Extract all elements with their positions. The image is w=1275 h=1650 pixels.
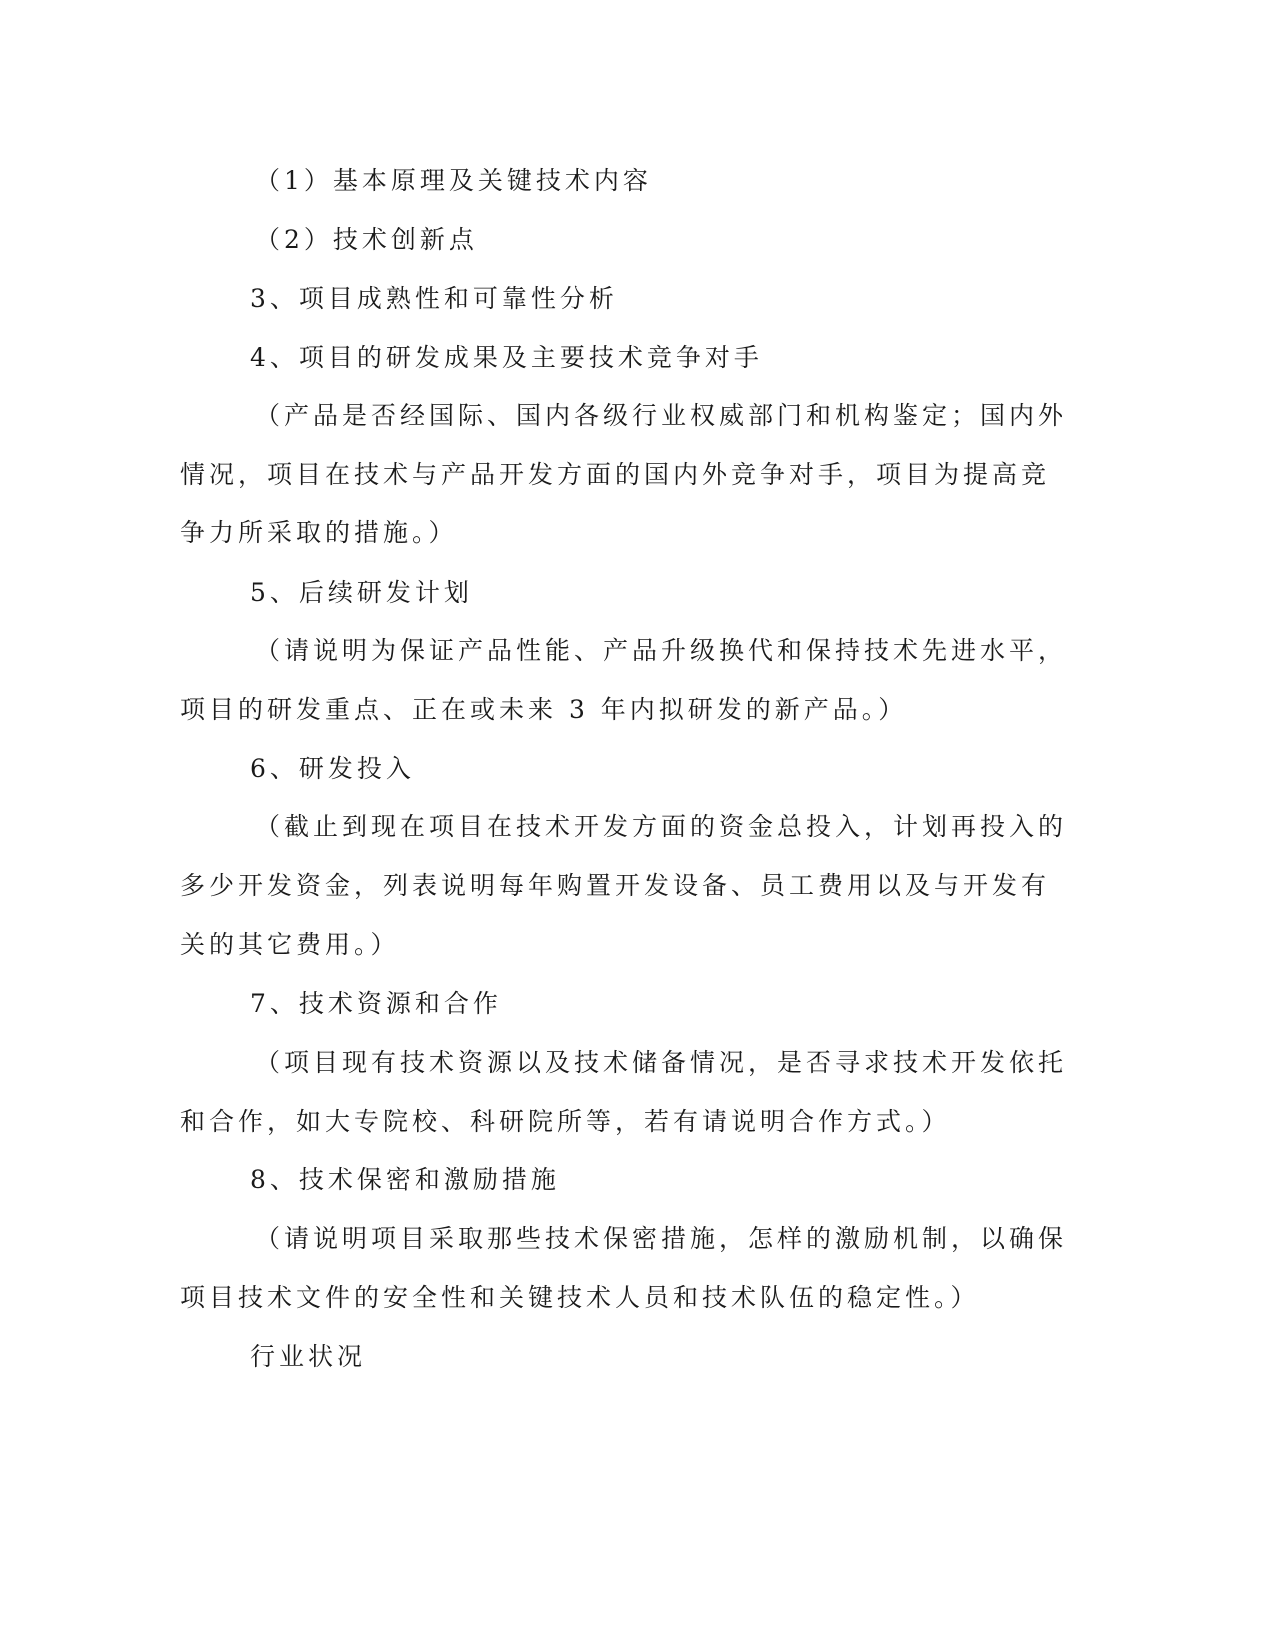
paragraph-line: 情况，项目在技术与产品开发方面的国内外竞争对手，项目为提高竞 bbox=[180, 460, 1051, 489]
paragraph-line: 项目技术文件的安全性和关键技术人员和技术队伍的稳定性。） bbox=[180, 1283, 980, 1312]
paragraph-line: 和合作，如大专院校、科研院所等，若有请说明合作方式。） bbox=[180, 1107, 951, 1136]
heading-industry-status: 行业状况 bbox=[250, 1342, 367, 1371]
paragraph-line: （请说明项目采取那些技术保密措施，怎样的激励机制，以确保 bbox=[255, 1224, 1068, 1253]
paragraph-line: 争力所采取的措施。） bbox=[180, 518, 458, 547]
paragraph-line: （项目现有技术资源以及技术储备情况，是否寻求技术开发依托 bbox=[255, 1048, 1068, 1077]
subheading-innovation-points: （2）技术创新点 bbox=[255, 225, 478, 254]
heading-follow-up-rd-plan: 5、后续研发计划 bbox=[250, 578, 473, 607]
paragraph-line: （产品是否经国际、国内各级行业权威部门和机构鉴定；国内外 bbox=[255, 401, 1068, 430]
paragraph-line: （截止到现在项目在技术开发方面的资金总投入，计划再投入的 bbox=[255, 812, 1068, 841]
paragraph-line: 项目的研发重点、正在或未来 3 年内拟研发的新产品。） bbox=[180, 695, 908, 724]
paragraph-line: （请说明为保证产品性能、产品升级换代和保持技术先进水平， bbox=[255, 636, 1068, 665]
heading-rd-results-competitors: 4、项目的研发成果及主要技术竞争对手 bbox=[250, 343, 763, 372]
heading-rd-investment: 6、研发投入 bbox=[250, 754, 415, 783]
heading-maturity-reliability: 3、项目成熟性和可靠性分析 bbox=[250, 284, 618, 313]
subheading-basic-principles: （1）基本原理及关键技术内容 bbox=[255, 166, 652, 195]
heading-confidentiality-incentives: 8、技术保密和激励措施 bbox=[250, 1165, 560, 1194]
paragraph-line: 多少开发资金，列表说明每年购置开发设备、员工费用以及与开发有 bbox=[180, 871, 1051, 900]
paragraph-line: 关的其它费用。） bbox=[180, 930, 400, 959]
heading-tech-resources-cooperation: 7、技术资源和合作 bbox=[250, 989, 502, 1018]
